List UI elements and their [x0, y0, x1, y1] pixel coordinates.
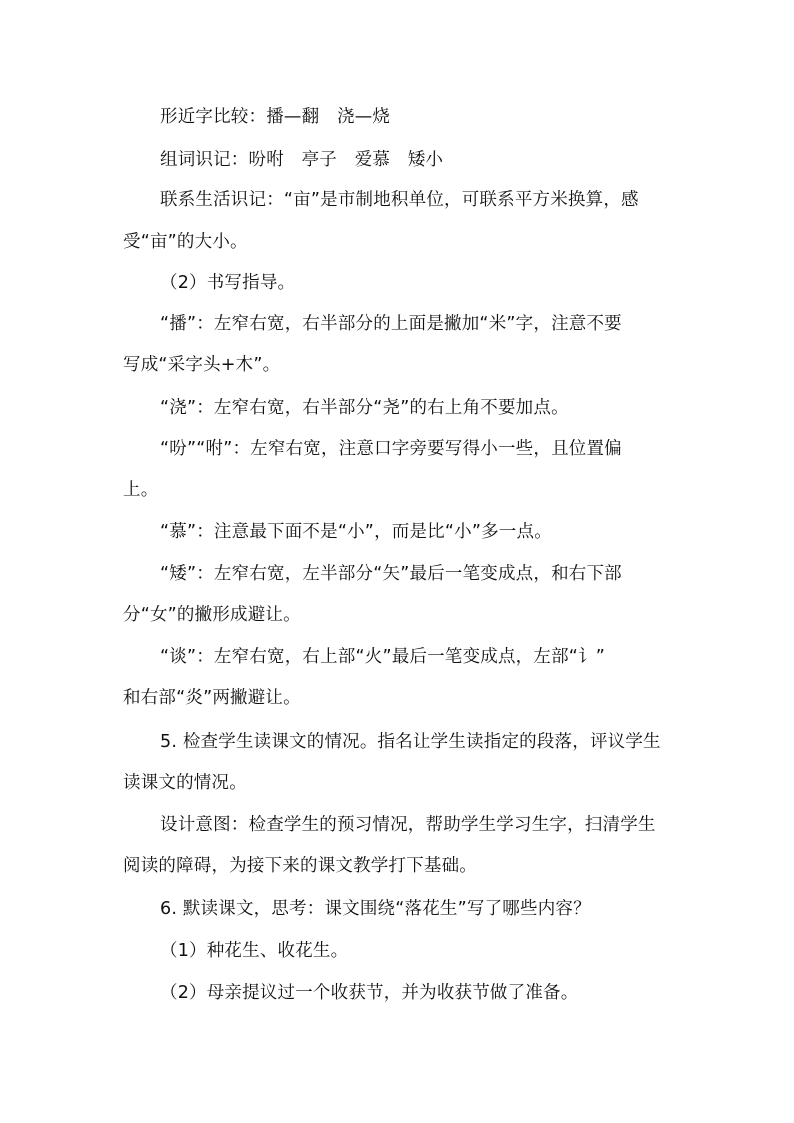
text-line: “吩”“咐”：左窄右宽，注意口字旁要写得小一些，且位置偏: [160, 439, 622, 459]
text-line: 分“女”的撇形成避让。: [123, 605, 301, 625]
text-line: “谈”：左窄右宽，右上部“火”最后一笔变成点，左部“讠”: [160, 647, 605, 667]
text-line: “浇”：左窄右宽，右半部分“尧”的右上角不要加点。: [160, 398, 569, 418]
text-line: 形近字比较：播—翻 浇—烧: [160, 107, 391, 127]
text-line: （1）种花生、收花生。: [160, 941, 349, 961]
text-line: 上。: [123, 480, 159, 500]
text-line: 设计意图：检查学生的预习情况，帮助学生学习生字，扫清学生: [160, 815, 656, 835]
text-line: 组词识记：吩咐 亭子 爱慕 矮小: [160, 150, 444, 170]
text-line: 5. 检查学生读课文的情况。指名让学生读指定的段落，评议学生: [160, 732, 661, 752]
text-line: “播”：左窄右宽，右半部分的上面是撇加“米”字，注意不要: [160, 314, 622, 334]
text-line: 读课文的情况。: [123, 773, 247, 793]
text-line: 阅读的障碍，为接下来的课文教学打下基础。: [123, 856, 477, 876]
text-line: 和右部“炎”两撇避让。: [123, 688, 301, 708]
text-line: “慕”：注意最下面不是“小”，而是比“小”多一点。: [160, 522, 552, 542]
text-line: “矮”：左窄右宽，左半部分“矢”最后一笔变成点，和右下部: [160, 564, 622, 584]
text-line: 受“亩”的大小。: [123, 232, 248, 252]
text-line: 写成“采字头+木”。: [123, 355, 281, 375]
text-line: （2）母亲提议过一个收获节，并为收获节做了准备。: [160, 983, 579, 1003]
text-line: 联系生活识记：“亩”是市制地积单位，可联系平方米换算，感: [160, 190, 639, 210]
text-line: （2）书写指导。: [160, 273, 296, 293]
text-line: 6. 默读课文，思考：课文围绕“落花生”写了哪些内容？: [160, 899, 591, 919]
